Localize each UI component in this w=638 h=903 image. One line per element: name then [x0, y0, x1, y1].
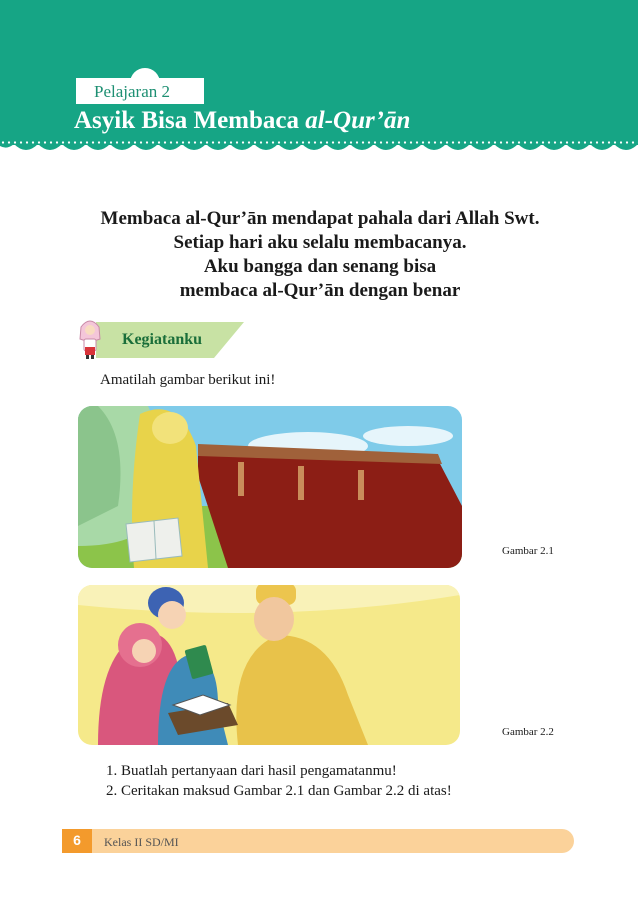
question-item: 2. Ceritakan maksud Gambar 2.1 dan Gambar 2.2 di atas!	[106, 783, 452, 799]
intro-line: Membaca al-Qur’ān mendapat pahala dari Allah Swt.	[100, 208, 540, 229]
figure-2-2	[78, 585, 460, 745]
title-main: Asyik Bisa Membaca	[74, 107, 306, 134]
figure-caption: Gambar 2.2	[502, 726, 554, 738]
figure-caption: Gambar 2.1	[502, 545, 554, 557]
intro-text	[60, 207, 580, 303]
page-title	[74, 107, 410, 135]
page-number: 6	[73, 832, 81, 848]
women-reading-quran-illustration	[78, 406, 462, 568]
question-item: 1. Buatlah pertanyaan dari hasil pengamatanmu!	[106, 763, 397, 779]
title-italic: al-Qur’ān	[305, 107, 411, 134]
family-reading-quran-illustration	[78, 585, 460, 745]
figure-2-1	[78, 406, 462, 568]
question-list	[106, 761, 452, 801]
instruction-text: Amatilah gambar berikut ini!	[100, 372, 276, 388]
activity-label: Kegiatanku	[122, 331, 203, 348]
intro-line: Aku bangga dan senang bisa	[203, 256, 437, 277]
header-dotted-line	[0, 141, 638, 144]
lesson-label: Pelajaran 2	[94, 82, 170, 101]
intro-line: Setiap hari aku selalu membacanya.	[173, 232, 467, 253]
footer-class-label: Kelas II SD/MI	[104, 835, 179, 849]
girl-icon	[77, 317, 103, 359]
intro-line: membaca al-Qur’ān dengan benar	[179, 280, 461, 301]
